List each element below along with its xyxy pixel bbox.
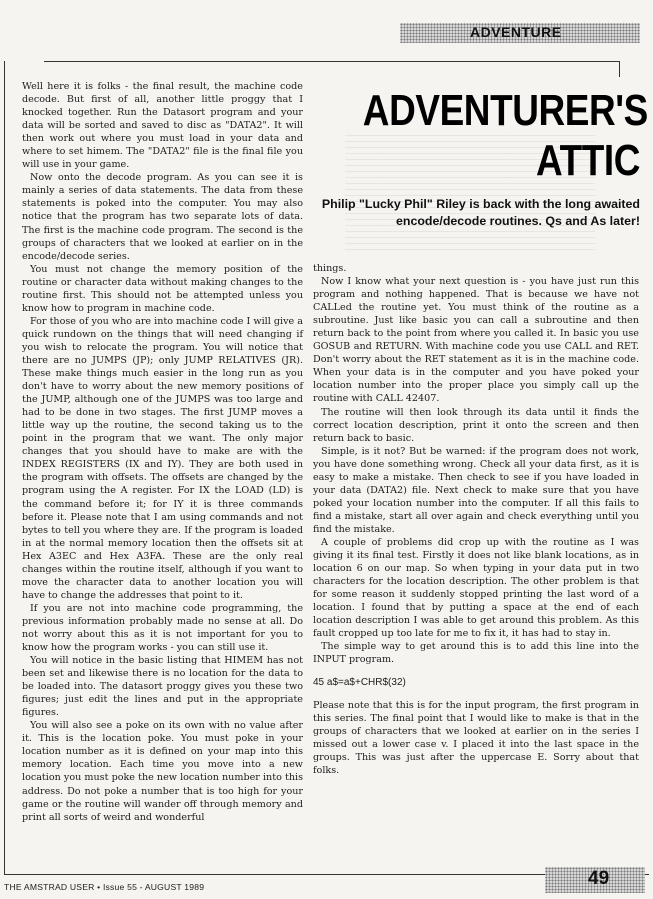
body-paragraph-continued: things. <box>313 263 347 274</box>
body-paragraph: You must not change the memory position of the routine or character data without making changes to the routine first. This should not be attempted unless you know how to program in machine code. <box>22 263 303 314</box>
body-paragraph: Now onto the decode program. As you can see it is mainly a series of data statements. The data from these statements is poked into the computer. You may also notice that the program has two separate lots of data. The first is the machine code program. The second is the groups of characters that we looked at earlier on in the encode/decode series. <box>22 172 303 262</box>
column-left <box>22 80 303 824</box>
frame-rule-top <box>44 61 619 62</box>
footer-magazine-issue: THE AMSTRAD USER • Issue 55 - AUGUST 1989 <box>4 882 205 892</box>
body-paragraph: Now I know what your next question is - you have just run this program and nothing happened. That is because we have not CALLed the routine yet. You must think of the routine as a subroutine. Just like basic you can call a subroutine and then return back to the point from where you called it. In basic you use GOSUB and RETURN. With machine code you use CALL and RET. Don't worry about the RET statement as it is in the machine code. When your data is in the computer and you have poked your location number into the proper place you simply call up the routine with CALL 42407. <box>313 276 639 405</box>
column-right <box>313 262 639 777</box>
body-paragraph: A couple of problems did crop up with the routine as I was giving it its final test. Firstly it does not like blank locations, as in location 6 on our map. So when typing in your data put in two characters for the location description. The other problem is that for some reason it suddenly stopped printing the last word of a location. I found that by putting a space at the end of each location description I was able to get around this problem. As this fault cropped up too late for me to fix it, it has had to stay in. <box>313 536 639 640</box>
frame-rule-right <box>619 61 620 77</box>
body-paragraph: Please note that this is for the input program, the first program in this series. The final point that I would like to make is that in the groups of characters that we looked at earlier on in the series I missed out a lower case v. I placed it into the last space in the groups. This was just after the uppercase E. Sorry about that folks. <box>313 699 639 776</box>
body-paragraph: The simple way to get around this is to add this line into the INPUT program. <box>313 641 639 666</box>
body-paragraph: Simple, is it not? But be warned: if the program does not work, you have done something wrong. Check all your data first, as it is easy to make a mistake. Then check to see if you have loaded in your data (DATA2) file. Next check to make sure that you have poked your location number into the computer. If all this fails to find a mistake, start all over again and check everything until you find the mistake. <box>313 445 639 535</box>
code-listing-line: 45 a$=a$+CHR$(32) <box>313 677 406 689</box>
frame-rule-left <box>4 61 5 874</box>
article-title-line-2: ATTIC <box>536 136 640 185</box>
article-title <box>362 86 648 186</box>
page-number: 49 <box>588 868 610 889</box>
body-paragraph: The routine will then look through its data until it finds the correct location description, print it onto the screen and then return back to basic. <box>313 406 639 444</box>
body-paragraph: If you are not into machine code programming, the previous information probably made no sense at all. Do not worry about this as it is not important for you to know how the program works - you can still use it. <box>22 602 303 654</box>
body-paragraph: For those of you who are into machine code I will give a quick rundown on the things that will need changing if you wish to relocate the program. You will notice that there are no JUMPS (JP); only JUMP RELATIVES (JR). These make things much easier in the long run as you don't have to worry about the new memory positions of the JUMP, although one of the JUMPS was too large and had to be done in two stages. The first JUMP moves a little way up the routine, the second taking us to the point in the program that we want. The only major changes that you should have to make are with the INDEX REGISTERS (IX and IY). They are both used in the program with offsets. The offsets are changed by the program using the A register. For IX the LOAD (LD) is the command before it; for IY it is three commands before it. Please note that I am using commands and not bytes to tell you where they are. If the program is loaded in at the normal memory location then the offsets sit at Hex A3EC and Hex A3FA. These are the only real changes within the routine itself, although if you want to move the character data to another location you will have to change the addresses that point to it. <box>22 315 303 601</box>
body-paragraph: Well here it is folks - the final result, the machine code decode. But first of all, another little proggy that I knocked together. Run the Datasort program and your data will be sorted and saved to disc as "DATA2". It will then work out where you must load in your data and where to set himem. The "DATA2" file is the final file you will use in your game. <box>22 81 303 171</box>
body-paragraph: You will also see a poke on its own with no value after it. This is the location poke. You must poke in your location number as it is defined on your map into this memory location. Each time you move into a new location you must poke the new location number into this address. Do not poke a number that is too high for your game or the routine will wander off through memory and print all sorts of weird and wonderful <box>22 720 303 823</box>
standfirst: Philip "Lucky Phil" Riley is back with the long awaited encode/decode routines. Qs and As later! <box>321 197 640 228</box>
section-tab <box>400 23 640 43</box>
section-label: ADVENTURE <box>470 24 562 40</box>
body-paragraph: You will notice in the basic listing that HIMEM has not been set and likewise there is no location for the data to be loaded into. The datasort proggy gives you these two figures; just edit the lines and put in the appropriate figures. <box>22 655 303 719</box>
article-title-line-1: ADVENTURER'S <box>362 86 648 135</box>
